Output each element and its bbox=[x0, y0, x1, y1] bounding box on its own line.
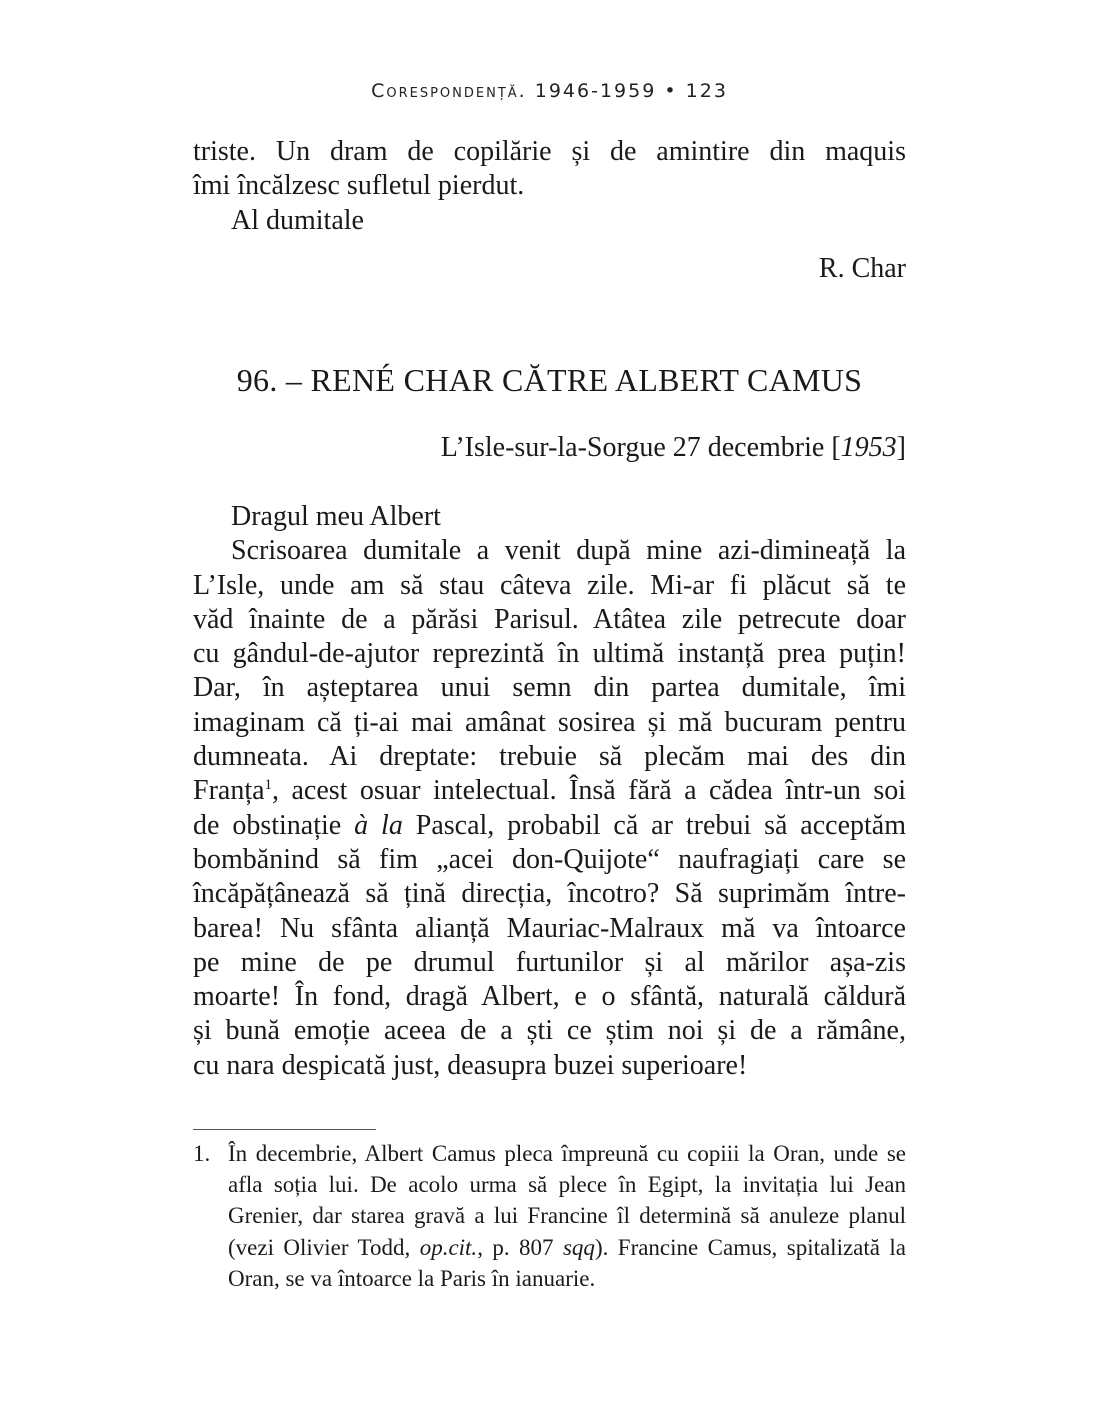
footnotes bbox=[193, 1138, 906, 1294]
place-date-line bbox=[441, 432, 906, 464]
text-line: îmi încălzesc sufletul pierdut. bbox=[193, 170, 525, 202]
footnote-text bbox=[228, 1138, 906, 1294]
place-date: L’Isle-sur-la-Sorgue 27 decembrie [ bbox=[440, 432, 841, 463]
text-fragment: , acest osuar intelectual. Însă fără a cădea într-un soi bbox=[272, 775, 906, 807]
text-fragment: ). Francine Camus, spitalizată la Oran, se va întoarce la Paris în ianuarie. bbox=[228, 1234, 906, 1291]
text-line: Dar, în așteptarea unui semn din partea dumitale, îmi bbox=[193, 672, 906, 704]
text-line: barea! Nu sfânta alianță Mauriac-Malraux mă va întoarce bbox=[193, 912, 906, 944]
footnote-divider bbox=[193, 1129, 376, 1130]
footnote-number: 1. bbox=[193, 1141, 211, 1166]
text-line: văd înainte de a părăsi Parisul. Atâtea zile petrecute doar bbox=[193, 603, 906, 635]
running-head-years: 1946-1959 bbox=[534, 80, 657, 102]
text-line: Scrisoarea dumitale a venit după mine azi-dimineață la bbox=[231, 535, 906, 567]
running-head bbox=[193, 80, 906, 102]
letter-heading: 96. – RENÉ CHAR CĂTRE ALBERT CAMUS bbox=[236, 362, 863, 398]
footnote bbox=[193, 1138, 906, 1294]
place-date-close: ] bbox=[896, 432, 906, 463]
signature: R. Char bbox=[818, 253, 906, 284]
text-fragment: Pascal, probabil că ar trebui să acceptăm bbox=[402, 809, 907, 841]
text-line: cu nara despicată just, deasupra buzei superioare! bbox=[193, 1049, 748, 1081]
letter-body bbox=[193, 500, 906, 1083]
closing: Al dumitale bbox=[231, 204, 364, 236]
text-line bbox=[193, 809, 906, 843]
text-fragment: În decembrie, Albert Camus pleca împreună cu copiii la Oran, unde se afla soția lui. De acolo urma să plece în Egipt, la invitația lui Jean Grenier, dar starea gravă a lui Francine îl determină să anuleze planul (vezi Olivier Todd, bbox=[228, 1141, 906, 1260]
italic-phrase: op.cit. bbox=[419, 1234, 478, 1260]
page-number: 123 bbox=[685, 80, 728, 102]
text-line: pe mine de pe drumul furtunilor și al mărilor așa-zis bbox=[193, 946, 906, 978]
running-head-title: Corespondență. bbox=[371, 80, 527, 102]
previous-letter-ending bbox=[193, 135, 906, 238]
text-line: moarte! În fond, dragă Albert, e o sfântă, naturală căldură bbox=[193, 981, 906, 1013]
text-line: și bună emoție aceea de a ști ce știm noi și de a rămâne, bbox=[193, 1015, 906, 1047]
text-fragment: de obstinație bbox=[193, 809, 355, 841]
text-line: dumneata. Ai dreptate: trebuie să plecăm mai des din bbox=[193, 741, 906, 773]
text-line: bombănind să fim „acei don-Quijote“ naufragiați care se bbox=[193, 843, 906, 875]
text-fragment: , p. 807 bbox=[477, 1234, 563, 1260]
text-line: încăpățânează să țină direcția, încotro? Să suprimăm între- bbox=[193, 878, 906, 910]
text-line: imaginam că ți-ai mai amânat sosirea și mă bucuram pentru bbox=[193, 706, 906, 738]
italic-phrase: sqq bbox=[562, 1234, 595, 1260]
text-line: cu gândul-de-ajutor reprezintă în ultimă instanță prea puțin! bbox=[193, 638, 906, 670]
italic-phrase: à la bbox=[354, 809, 403, 841]
text-fragment: Franța bbox=[193, 775, 265, 807]
text-line bbox=[193, 774, 906, 808]
text-line: triste. Un dram de copilărie și de amintire din maquis bbox=[193, 136, 906, 167]
text-line: L’Isle, unde am să stau câteva zile. Mi-ar fi plăcut să te bbox=[193, 569, 906, 601]
salutation: Dragul meu Albert bbox=[231, 501, 441, 532]
footnote-ref[interactable]: 1 bbox=[264, 777, 273, 794]
running-head-bullet: • bbox=[664, 80, 678, 102]
year: 1953 bbox=[840, 432, 897, 463]
